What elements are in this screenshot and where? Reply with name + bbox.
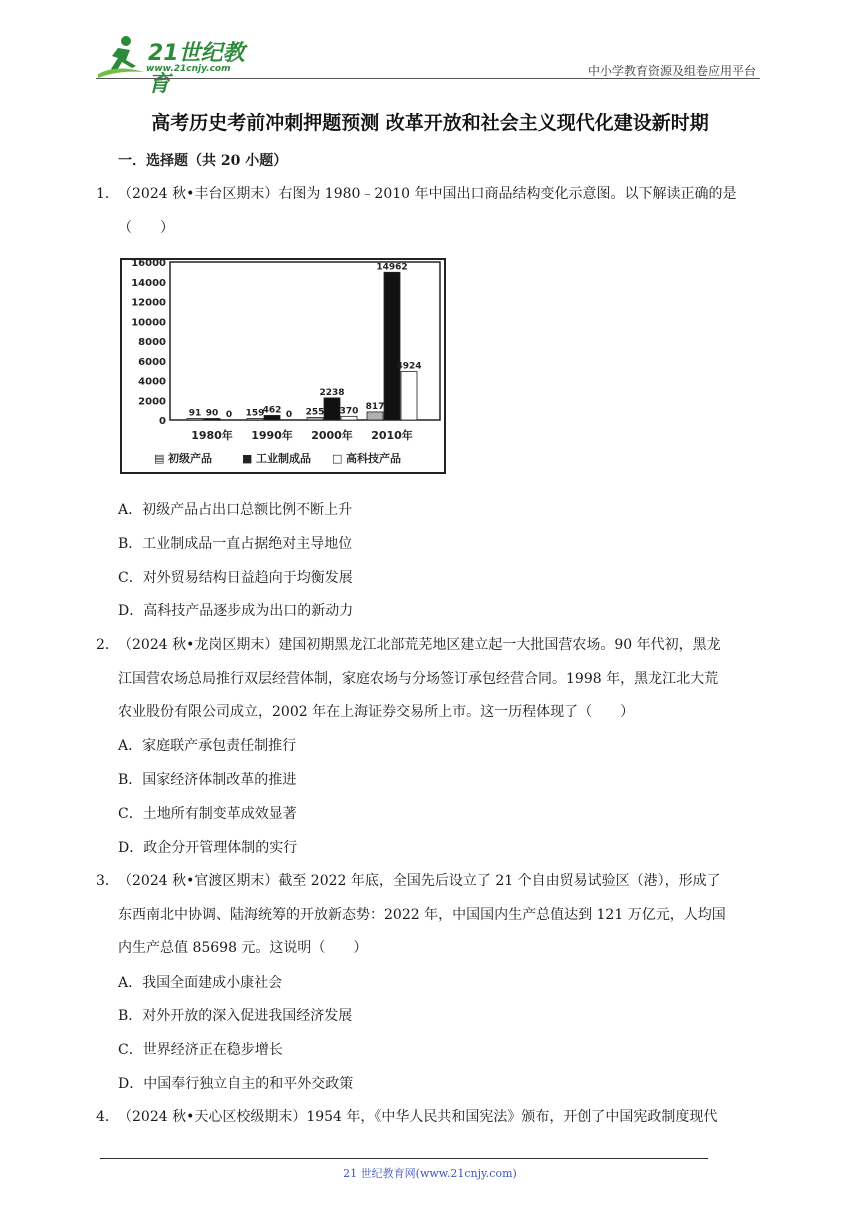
data-label: 4924 [396, 361, 422, 372]
data-label: 255 [305, 407, 325, 418]
y-tick-label: 12000 [131, 297, 166, 309]
y-tick-label: 8000 [138, 337, 166, 348]
y-tick-label: 16000 [131, 260, 166, 269]
y-tick-label: 2000 [138, 396, 166, 408]
data-label: 462 [262, 405, 282, 416]
section-heading: 一．选择题（共 20 小题） [118, 153, 288, 169]
option-a[interactable]: A．家庭联产承包责任制推行 [118, 738, 297, 754]
legend-symbol: ■ [242, 452, 253, 465]
bar-1 [384, 272, 400, 420]
data-label: 2238 [319, 387, 345, 398]
export-structure-chart [120, 258, 446, 474]
option-c[interactable]: C．土地所有制变革成效显著 [118, 806, 297, 822]
data-label: 159 [245, 408, 265, 419]
question-text: （2024 秋•龙岗区期末）建国初期黑龙江北部荒芜地区建立起一大批国营农场。90 年代初，黑龙 [118, 637, 721, 653]
bar-1 [324, 398, 340, 420]
question-text: （2024 秋•官渡区期末）截至 2022 年底，全国先后设立了 21 个自由贸易试验区（港），形成了 [118, 873, 721, 889]
y-tick-label: 6000 [138, 356, 166, 368]
data-label: 14962 [376, 262, 408, 273]
page-title: 高考历史考前冲刺押题预测 改革开放和社会主义现代化建设新时期 [151, 112, 709, 134]
legend-symbol: □ [332, 452, 343, 465]
legend-label: 工业制成品 [256, 452, 311, 465]
question-3-line2: 东西南北中协调、陆海统筹的开放新态势：2022 年，中国国内生产总值达到 121 万亿元，人均国 [118, 907, 726, 923]
data-label: 0 [285, 410, 293, 420]
bar-1 [264, 415, 280, 420]
data-label: 370 [339, 406, 359, 417]
option-c[interactable]: C．世界经济正在稳步增长 [118, 1042, 283, 1058]
x-tick-label: 2000年 [311, 429, 353, 442]
page-footer: 21 世纪教育网(www.21cnjy.com) [343, 1167, 517, 1180]
option-d[interactable]: D．高科技产品逐步成为出口的新动力 [118, 603, 354, 619]
logo-url: www.21cnjy.com [146, 64, 231, 74]
question-number: 2． [96, 637, 119, 653]
question-3-line3: 内生产总值 85698 元。这说明（ ） [118, 940, 368, 956]
question-2-line3: 农业股份有限公司成立，2002 年在上海证券交易所上市。这一历程体现了（ ） [118, 704, 635, 720]
data-label: 91 [188, 408, 202, 419]
option-d[interactable]: D．中国奉行独立自主的和平外交政策 [118, 1076, 354, 1092]
bar-0 [367, 412, 383, 420]
option-d[interactable]: D．政企分开管理体制的实行 [118, 840, 298, 856]
option-b[interactable]: B．对外开放的深入促进我国经济发展 [118, 1008, 353, 1024]
option-b[interactable]: B．工业制成品一直占据绝对主导地位 [118, 536, 353, 552]
option-a[interactable]: A．我国全面建成小康社会 [118, 975, 283, 991]
question-4 [96, 1100, 764, 1134]
bar-2 [341, 416, 357, 420]
legend-label: 初级产品 [168, 452, 212, 465]
question-number: 3． [96, 873, 119, 889]
site-logo [96, 34, 266, 97]
question-text: （2024 秋•丰台区期末）右图为 1980﹣2010 年中国出口商品结构变化示意图。以下解读正确的是 [118, 186, 737, 202]
option-c[interactable]: C．对外贸易结构日益趋向于均衡发展 [118, 570, 353, 586]
bar-2 [401, 371, 417, 420]
question-number: 1． [96, 186, 119, 202]
question-3 [96, 864, 764, 898]
footer-divider [100, 1158, 708, 1159]
bar-0 [307, 417, 323, 420]
question-2 [96, 628, 764, 662]
data-label: 0 [225, 410, 233, 420]
platform-name: 中小学教育资源及组卷应用平台 [587, 64, 756, 78]
question-1 [96, 177, 764, 211]
bar-1 [204, 419, 220, 421]
x-tick-label: 1990年 [251, 429, 293, 442]
data-label: 90 [205, 408, 219, 419]
legend-label: 高科技产品 [346, 452, 401, 465]
data-label: 817 [365, 401, 385, 412]
bar-0 [187, 419, 203, 421]
bar-chart [122, 260, 444, 472]
x-tick-label: 2010年 [371, 429, 413, 442]
page-header [96, 34, 760, 97]
y-tick-label: 10000 [131, 317, 166, 329]
y-tick-label: 4000 [138, 376, 166, 388]
logo-text: 21世纪教育 [148, 41, 245, 97]
option-b[interactable]: B．国家经济体制改革的推进 [118, 772, 297, 788]
y-tick-label: 14000 [131, 277, 166, 289]
question-number: 4． [96, 1109, 119, 1125]
runner-logo-icon [96, 34, 146, 80]
question-text: （2024 秋•天心区校级期末）1954 年，《中华人民共和国宪法》颁布，开创了中国宪政制度现代 [118, 1109, 718, 1125]
question-2-line2: 江国营农场总局推行双层经营体制，家庭农场与分场签订承包经营合同。1998 年，黑龙江北大荒 [118, 671, 719, 687]
legend-symbol: ▤ [154, 452, 165, 465]
question-1-line2: （ ） [118, 220, 174, 236]
x-tick-label: 1980年 [191, 429, 233, 442]
option-a[interactable]: A．初级产品占出口总额比例不断上升 [118, 502, 353, 518]
y-tick-label: 0 [159, 416, 166, 427]
bar-0 [247, 418, 263, 420]
header-divider [96, 78, 760, 79]
